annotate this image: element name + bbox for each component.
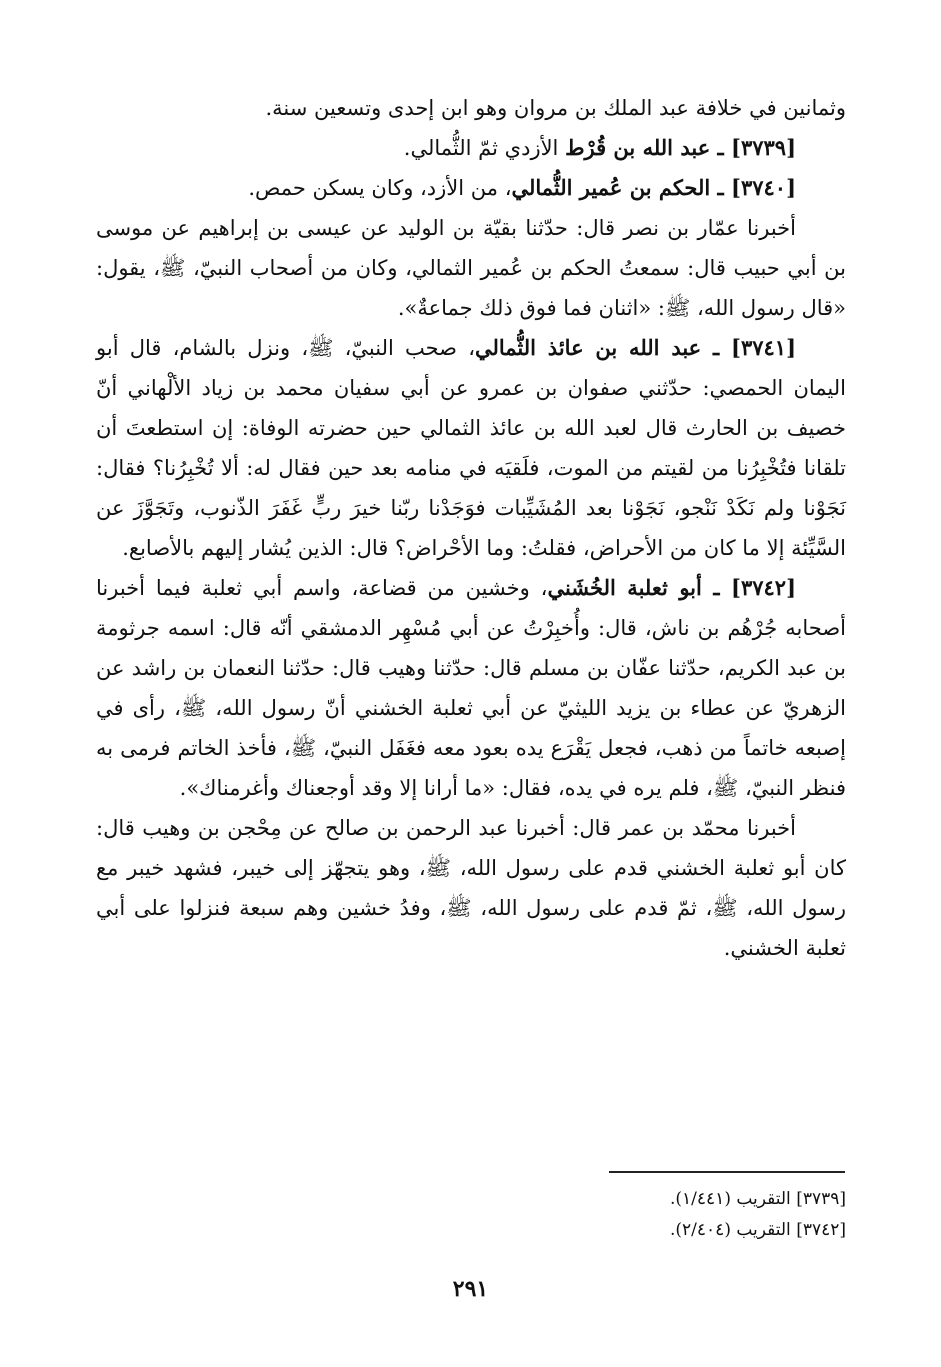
entry-3741: [96, 328, 846, 568]
entry-text: الأزدي ثمّ الثُّمالي.: [403, 136, 566, 160]
footnote-divider: [609, 1171, 845, 1173]
paragraph-text: وثمانين في خلافة عبد الملك بن مروان وهو ابن إحدى وتسعين سنة.: [265, 96, 846, 120]
footnote: [٣٧٣٩] التقريب (١/٤٤١).: [670, 1189, 846, 1209]
entry-3740: [96, 168, 846, 208]
hadith-paragraph: [96, 208, 846, 328]
entry-heading: [٣٧٣٩] ـ عبد الله بن قُرْط: [565, 135, 796, 160]
entry-3739: [96, 128, 846, 168]
page-number: ٢٩١: [452, 1276, 489, 1302]
entry-text: ، وخشين من قضاعة، واسم أبي ثعلبة فيما أخبرنا أصحابه جُرْهُم بن ناش، قال: وأُخبِرْتُ عن أبي مُسْهِر الدمشقي أنّه قال: اسمه جرثومة بن عبد الكريم، حدّثنا عفّان بن مسلم قال: حدّثنا وهيب قال: حدّثنا النعمان بن راشد عن الزهريّ عن عطاء بن يزيد الليثيّ عن أبي ثعلبة الخشني أنّ رسول الله، ﷺ، رأى في إصبعه خاتماً من ذهب، فجعل يَقْرَع يده بعود معه فغَفَل النبيّ، ﷺ، فأخذ الخاتم فرمى به فنظر النبيّ، ﷺ، فلم يره في يده، فقال: «ما أرانا إلا وقد أوجعناك وأغرمناك».: [96, 576, 846, 800]
entry-heading: [٣٧٤١] ـ عبد الله بن عائذ الثُّمالي: [474, 335, 796, 360]
footnotes: [96, 1184, 846, 1246]
entry-heading: [٣٧٤٠] ـ الحكم بن عُمير الثُّمالي: [511, 175, 796, 200]
entry-text: ، صحب النبيّ، ﷺ، ونزل بالشام، قال أبو اليمان الحمصي: حدّثني صفوان بن عمرو عن أبي سفيان محمد بن زياد الألْهاني أنّ خصيف بن الحارث قال لعبد الله بن عائذ الثمالي حين حضرته الوفاة: إن استطعتَ أن تلقانا فتُخْبِرُنا من لقيتم من الموت، فلَقيَه في منامه بعد حين فقال له: ألا تُخْبِرُنا؟ فقال: نَجَوْنا ولم نَكَدْ نَنْجو، نَجَوْنا بعد المُشَيِّبات فوَجَدْنا ربّنا خيرَ ربٍّ غَفَرَ الذّنوب، وتَجَوَّزَ عن السَّيِّئة إلا ما كان من الأحراض، فقلتُ: وما الأحْراض؟ قال: الذين يُشار إليهم بالأصابع.: [96, 336, 846, 560]
hadith-paragraph: [96, 808, 846, 968]
footnote: [٣٧٤٢] التقريب (٢/٤٠٤).: [670, 1220, 846, 1240]
paragraph-text: أخبرنا محمّد بن عمر قال: أخبرنا عبد الرحمن بن صالح عن مِحْجن بن وهيب قال: كان أبو ثعلبة الخشني قدم على رسول الله، ﷺ، وهو يتجهّز إلى خيبر، فشهد خيبر مع رسول الله، ﷺ، ثمّ قدم على رسول الله، ﷺ، وفدُ خشين وهم سبعة فنزلوا على أبي ثعلبة الخشني.: [96, 816, 846, 960]
entry-text: ، من الأزد، وكان يسكن حمص.: [248, 176, 512, 200]
entry-3742: [96, 568, 846, 808]
paragraph-text: أخبرنا عمّار بن نصر قال: حدّثنا بقيّة بن الوليد عن عيسى بن إبراهيم عن موسى بن أبي حبيب قال: سمعتُ الحكم بن عُمير الثمالي، وكان من أصحاب النبيّ، ﷺ، يقول: «قال رسول الله، ﷺ: «اثنان فما فوق ذلك جماعةٌ».: [96, 216, 846, 320]
entry-heading: [٣٧٤٢] ـ أبو ثعلبة الخُشَني: [547, 575, 797, 600]
main-text: [96, 88, 846, 968]
paragraph-continuation: [96, 88, 846, 128]
